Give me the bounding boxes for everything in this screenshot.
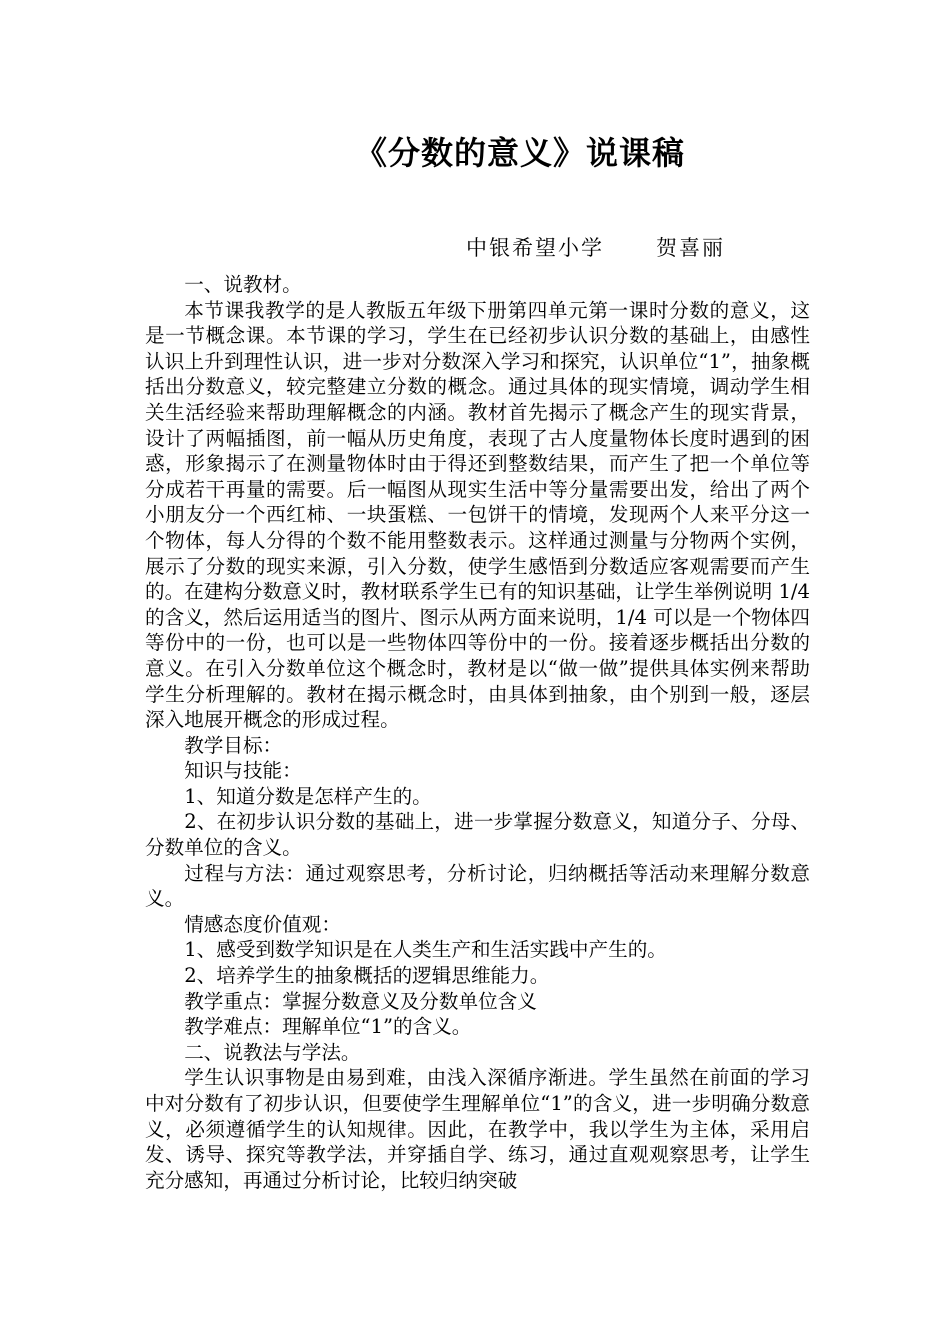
knowledge-skills-heading: 知识与技能： <box>184 759 302 783</box>
goal-item: 1、感受到数学知识是在人类生产和生活实践中产生的。 <box>184 938 667 962</box>
goal-item: 2、培养学生的抽象概括的逻辑思维能力。 <box>184 964 550 988</box>
difficult-point: 教学难点：理解单位“1”的含义。 <box>184 1015 472 1039</box>
section-heading-materials: 一、说教材。 <box>184 273 302 296</box>
key-point: 教学重点：掌握分数意义及分数单位含义 <box>184 989 537 1013</box>
attitude-values-heading: 情感态度价值观： <box>184 912 341 936</box>
teaching-goals-heading: 教学目标： <box>184 733 283 757</box>
body-paragraph: 学生认识事物是由易到难，由浅入深循序渐进。学生虽然在前面的学习中对分数有了初步认识，但要使学生理解单位“1”的含义，进一步明确分数意义，必须遵循学生的认知规律。因此，在教学中，我以学生为主体，采用启发、诱导、探究等教学法，并穿插自学、练习，通过直观观察思考，让学生充分感知，再通过分析讨论，比较归纳突破 <box>145 1066 810 1192</box>
author-line <box>466 232 725 262</box>
author-school: 中银希望小学 <box>466 236 604 260</box>
author-name: 贺喜丽 <box>656 236 725 260</box>
document-title: 《分数的意义》说课稿 <box>354 134 685 172</box>
section-heading-methods: 二、说教法与学法。 <box>184 1040 361 1064</box>
goal-item: 1、知道分数是怎样产生的。 <box>184 784 432 808</box>
body-paragraph: 本节课我教学的是人教版五年级下册第四单元第一课时分数的意义，这是一节概念课。本节课的学习，学生在已经初步认识分数的基础上，由感性认识上升到理性认识，进一步对分数深入学习和探究，认识单位“1”，抽象概括出分数意义，较完整建立分数的概念。通过具体的现实情境，调动学生相关生活经验来帮助理解概念的内涵。教材首先揭示了概念产生的现实背景，设计了两幅插图，前一幅从历史角度，表现了古人度量物体长度时遇到的困惑，形象揭示了在测量物体时由于得还到整数结果，而产生了把一个单位等分成若干再量的需要。后一幅图从现实生活中等分量需要出发，给出了两个小朋友分一个西红柿、一块蛋糕、一包饼干的情境，发现两个人来平分这一个物体，每人分得的个数不能用整数表示。这样通过测量与分物两个实例，展示了分数的现实来源，引入分数，使学生感悟到分数适应客观需要而产生的。在建构分数意义时，教材联系学生已有的知识基础，让学生举例说明 1/4 的含义，然后运用适当的图片、图示从两方面来说明，1/4 可以是一个物体四等份中的一份，也可以是一些物体四等份中的一份。接着逐步概括出分数的意义。在引入分数单位这个概念时，教材是以“做一做”提供具体实例来帮助学生分析理解的。教材在揭示概念时，由具体到抽象，由个别到一般，逐层深入地展开概念的形成过程。 <box>145 298 810 732</box>
process-method-paragraph: 过程与方法：通过观察思考，分析讨论，归纳概括等活动来理解分数意义。 <box>145 861 810 911</box>
document-body <box>145 272 810 1193</box>
goal-item: 2、在初步认识分数的基础上，进一步掌握分数意义，知道分子、分母、分数单位的含义。 <box>145 810 810 860</box>
